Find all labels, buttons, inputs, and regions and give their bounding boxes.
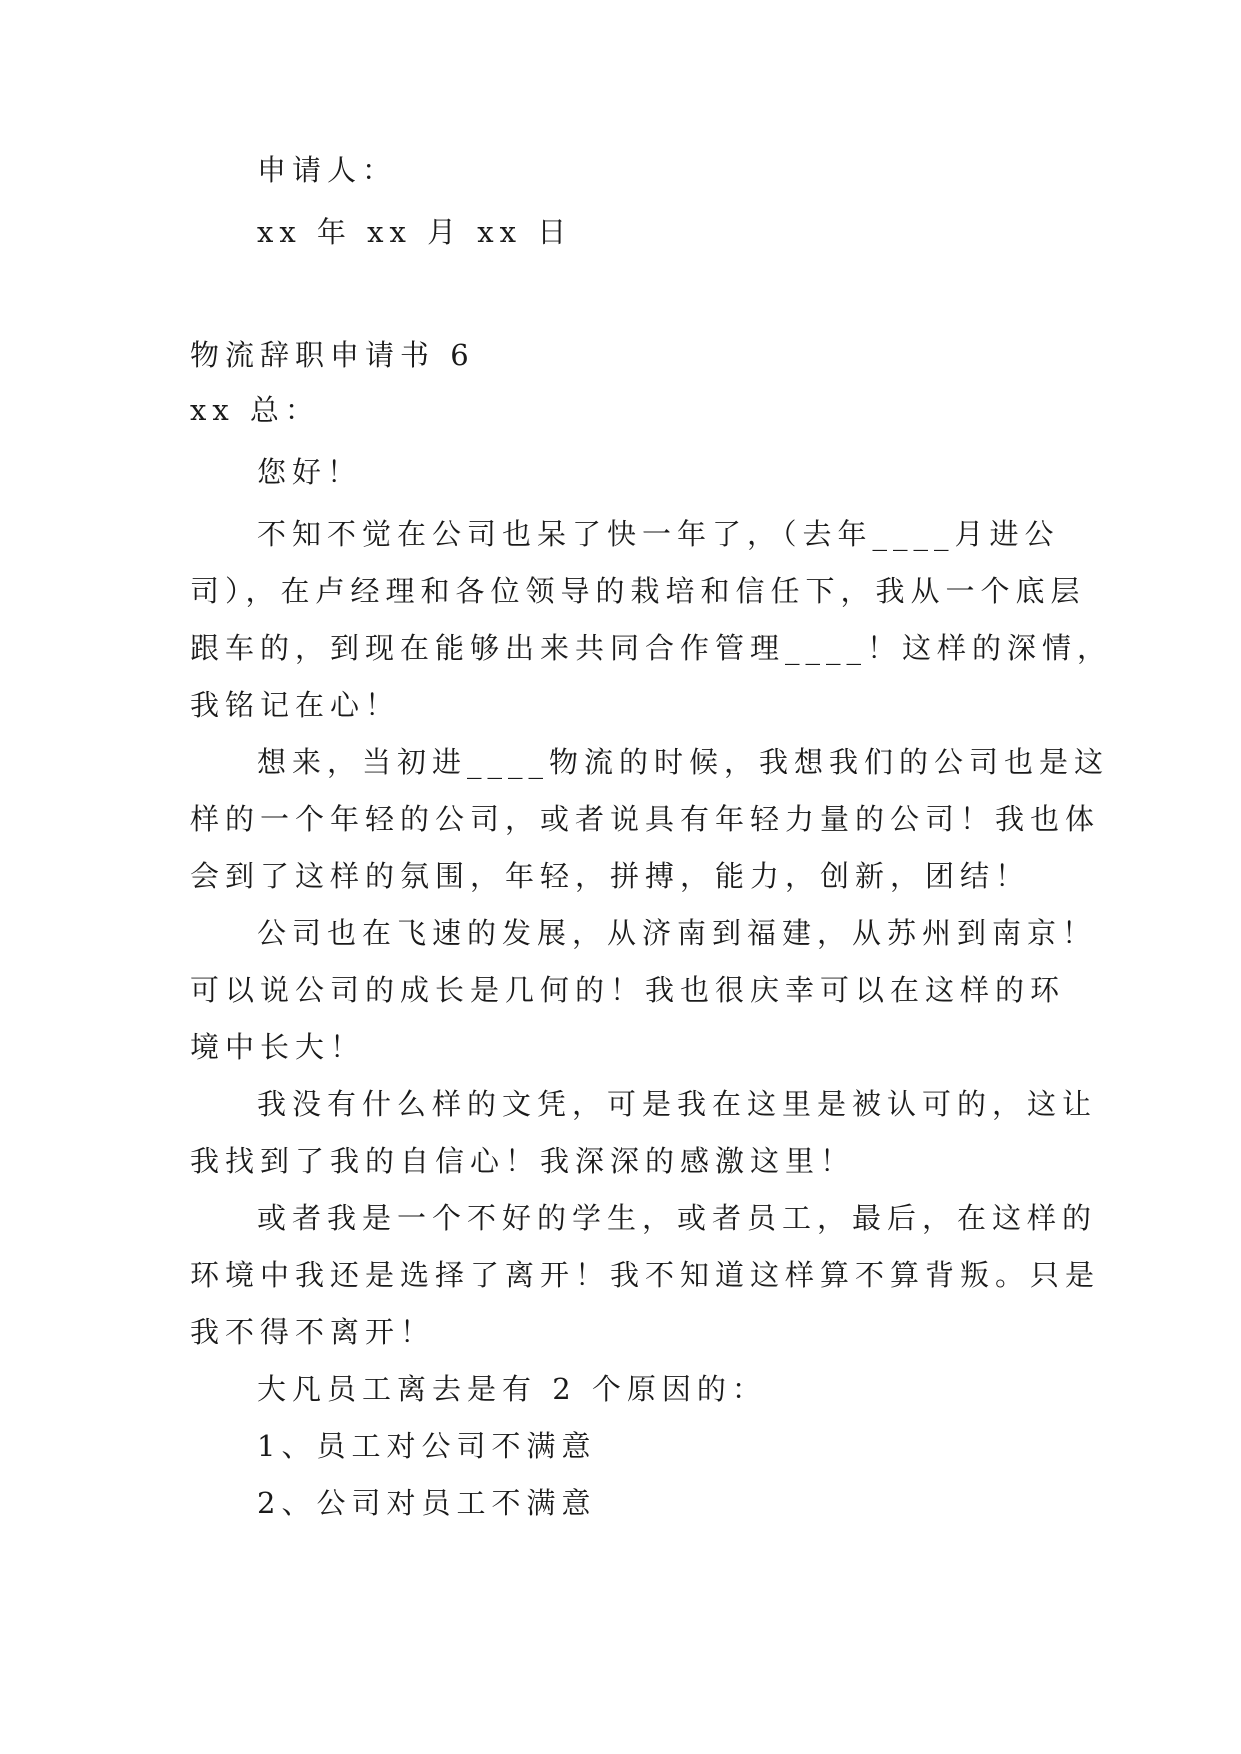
body-line: 境中长大！ (190, 1030, 366, 1064)
body-line: 我铭记在心！ (190, 688, 401, 722)
body-line: 或者我是一个不好的学生，或者员工，最后，在这样的 (257, 1201, 1098, 1235)
body-line: 环境中我还是选择了离开！我不知道这样算不算背叛。只是 (190, 1258, 1101, 1292)
salutation: xx 总： (190, 393, 320, 427)
signature-date: xx 年 xx 月 xx 日 (257, 215, 573, 249)
body-line: 会到了这样的氛围，年轻，拼搏，能力，创新，团结！ (190, 859, 1031, 893)
list-item: 2、公司对员工不满意 (257, 1486, 597, 1520)
body-line: 跟车的，到现在能够出来共同合作管理____！这样的深情， (190, 631, 1113, 665)
body-line: 可以说公司的成长是几何的！我也很庆幸可以在这样的环 (190, 973, 1066, 1007)
body-line: 我找到了我的自信心！我深深的感激这里！ (190, 1144, 856, 1178)
applicant-label: 申请人： (257, 153, 398, 187)
body-line: 样的一个年轻的公司，或者说具有年轻力量的公司！我也体 (190, 802, 1101, 836)
body-line: 司），在卢经理和各位领导的栽培和信任下，我从一个底层 (190, 574, 1086, 608)
body-line: 公司也在飞速的发展，从济南到福建，从苏州到南京！ (257, 916, 1098, 950)
body-line: 我没有什么样的文凭，可是我在这里是被认可的，这让 (257, 1087, 1098, 1121)
body-line: 大凡员工离去是有 2 个原因的： (257, 1372, 767, 1406)
greeting: 您好！ (257, 455, 363, 489)
letter-title: 物流辞职申请书 6 (190, 338, 475, 372)
body-line: 我不得不离开！ (190, 1315, 436, 1349)
list-item: 1、员工对公司不满意 (257, 1429, 597, 1463)
body-line: 想来，当初进____物流的时候，我想我们的公司也是这 (257, 745, 1110, 779)
body-line: 不知不觉在公司也呆了快一年了，（去年____月进公 (257, 517, 1060, 551)
